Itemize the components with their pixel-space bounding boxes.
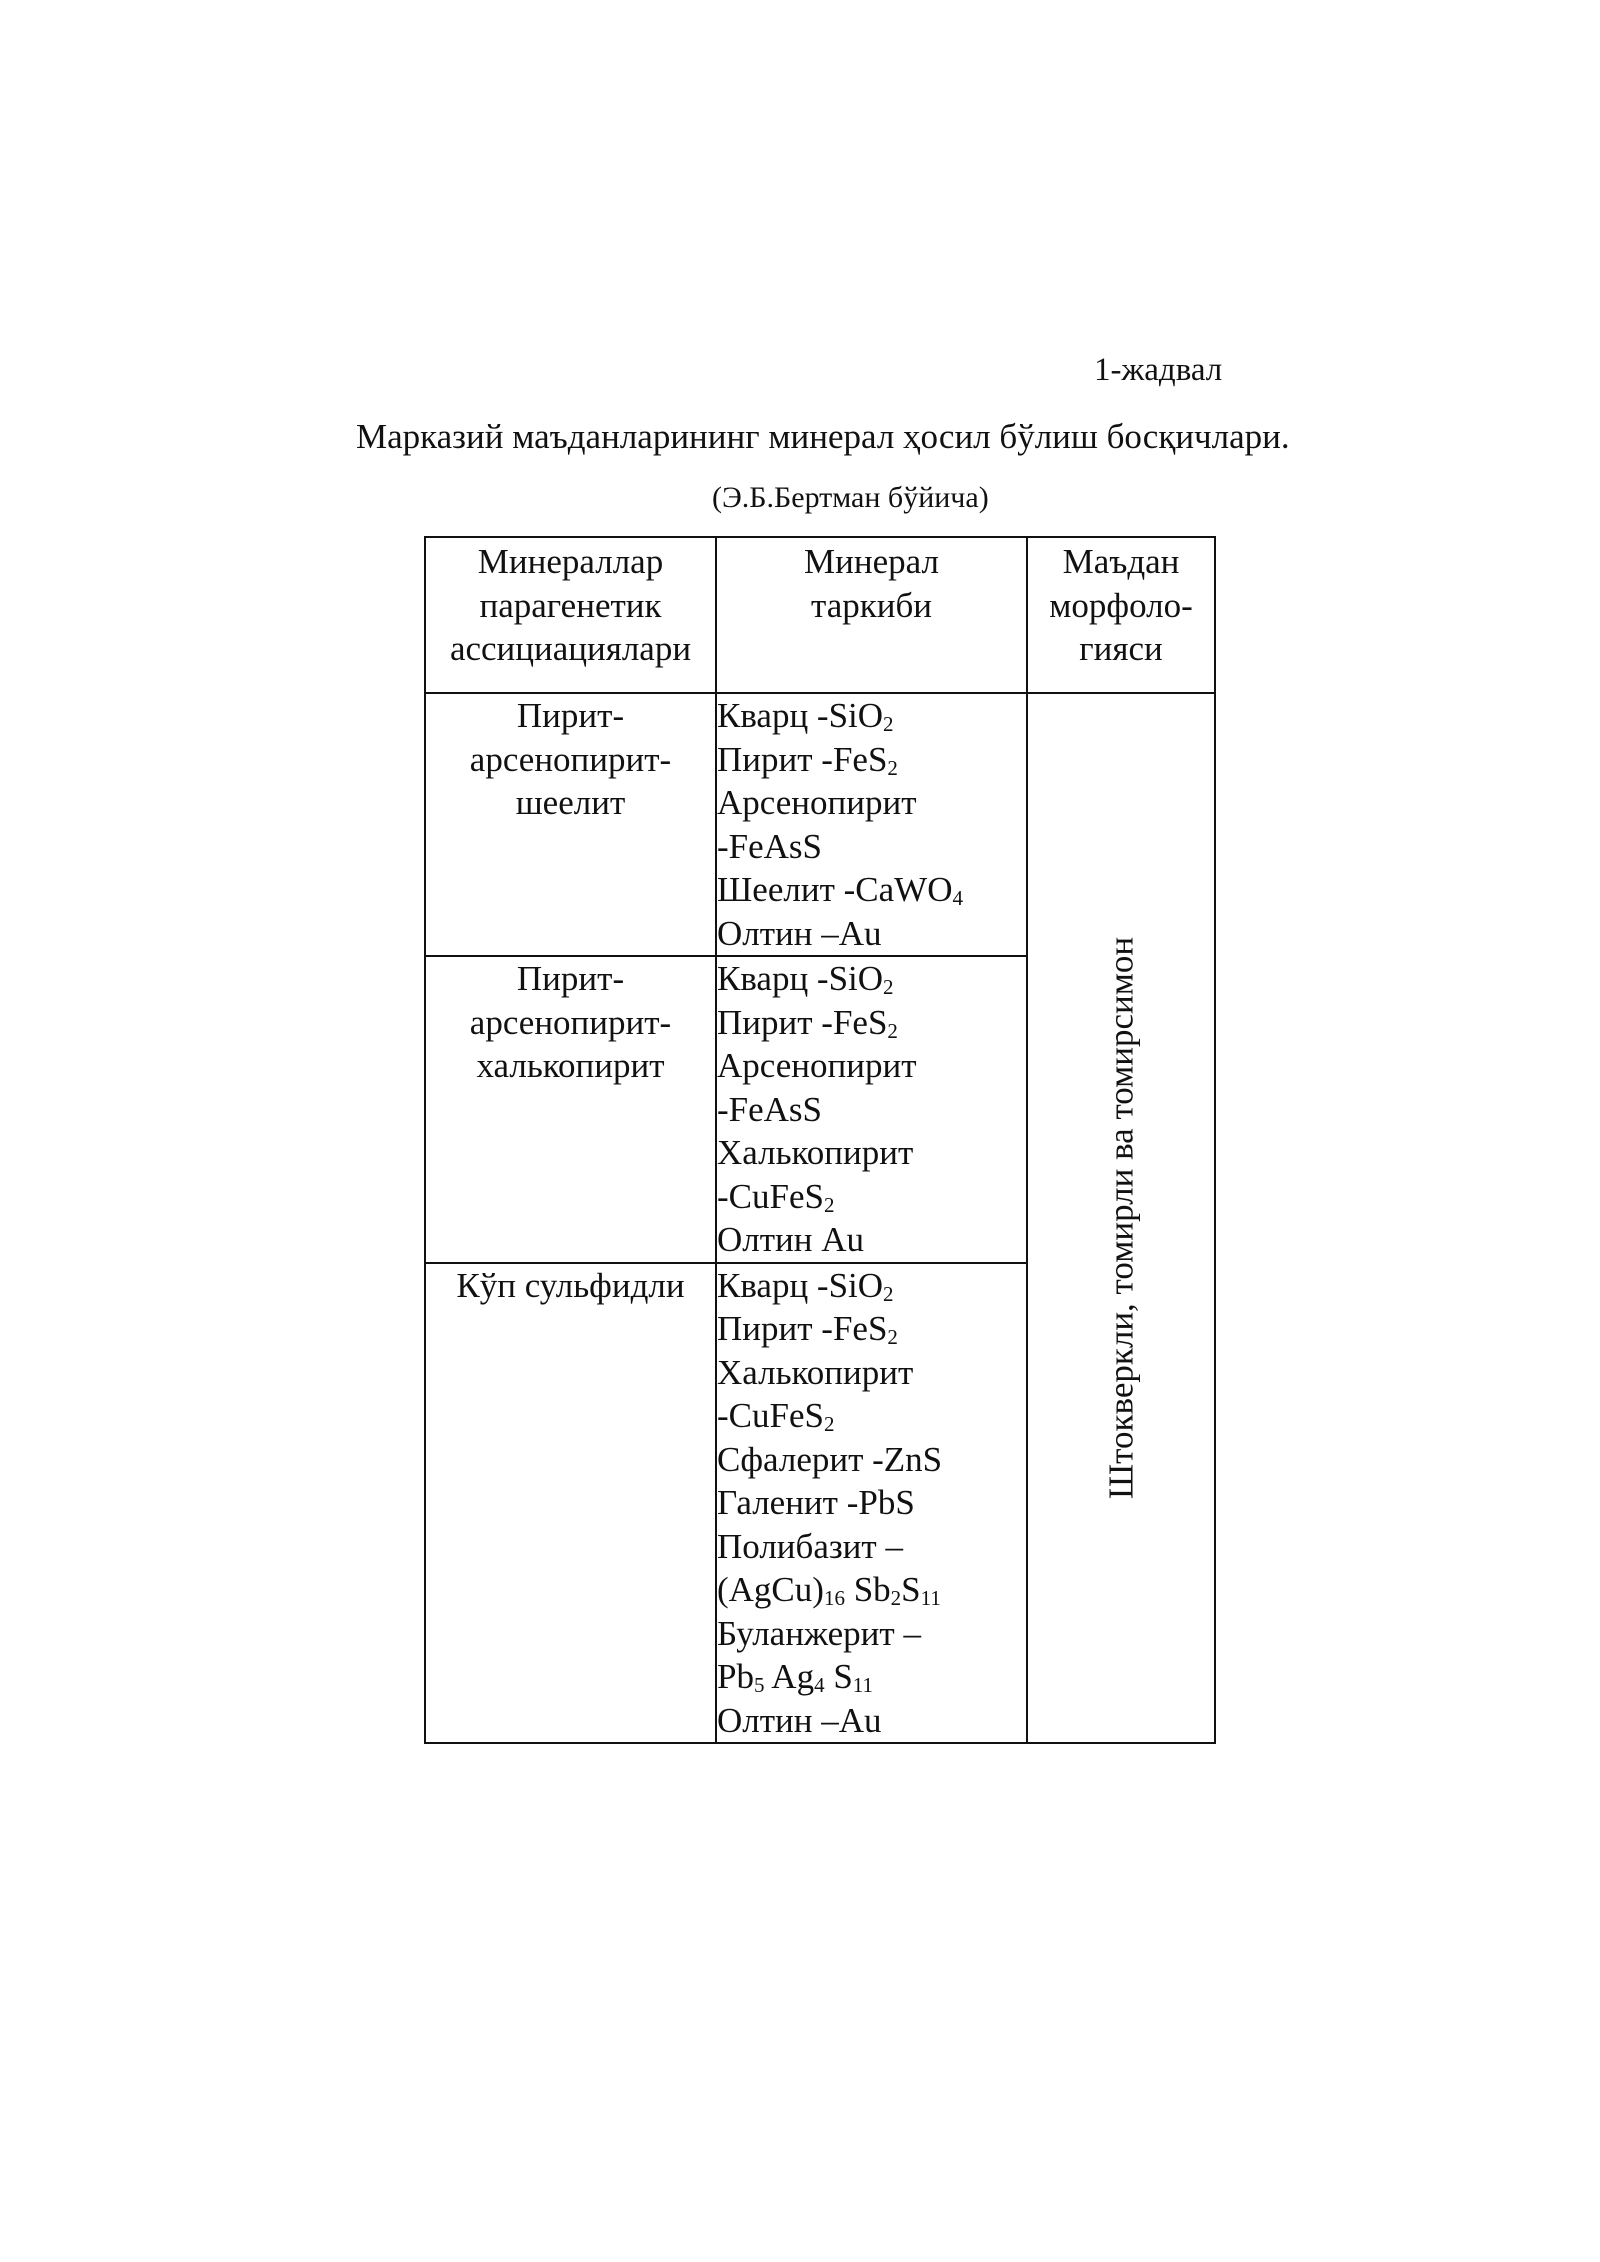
mineral-line (717, 1351, 1026, 1395)
mineral-line (717, 1655, 1026, 1699)
header-line: таркиби (810, 585, 933, 625)
header-line: Минераллар (477, 542, 664, 581)
mineral-line (717, 1438, 1026, 1482)
header-line: морфоло- (1049, 585, 1193, 625)
mineral-formula: Буланжерит – (717, 1613, 921, 1653)
formula-subscript: 2 (887, 755, 898, 780)
mineral-formula: Олтин Au (717, 1220, 865, 1259)
header-composition (716, 537, 1027, 693)
mineral-formula: Полибазит – (717, 1526, 903, 1566)
mineral-line (717, 868, 1026, 912)
formula-part: (AgCu) (717, 1570, 824, 1609)
mineral-line (717, 1699, 1026, 1743)
formula-subscript: 2 (823, 1412, 835, 1436)
header-associations (425, 537, 716, 693)
mineral-line (717, 825, 1026, 869)
ore-morphology-value: Штокверкли, томирли ва томирсимон (1101, 936, 1141, 1500)
header-line: Маъдан (1062, 542, 1180, 581)
mineral-formula: -FeAsS (717, 1089, 823, 1129)
table-number-label: 1-жадвал (1094, 352, 1223, 388)
document-title: Марказий маъданларининг минерал ҳосил бўлиш босқичлари. (356, 417, 1290, 456)
formula-part: Ag (764, 1657, 815, 1696)
formula-subscript: 2 (823, 1192, 835, 1217)
mineral-line (717, 1001, 1026, 1045)
formula-subscript: 11 (920, 1586, 941, 1610)
association-cell (425, 1263, 716, 1744)
mineral-line (717, 1307, 1026, 1351)
mineral-line (717, 1264, 1026, 1308)
header-line: ассициациялари (449, 629, 692, 668)
mineral-line (717, 1131, 1026, 1175)
mineral-line (717, 1088, 1026, 1132)
mineral-formula: -CuFeS (717, 1176, 824, 1216)
mineral-line (717, 957, 1026, 1001)
mineral-formula: Пирит -FeS (717, 1309, 888, 1348)
mineral-formula: Шеелит -CaWO (717, 870, 953, 909)
formula-subscript: 2 (887, 1018, 898, 1043)
formula-part: S (901, 1570, 921, 1609)
mineral-formula: Олтин –Au (717, 1700, 882, 1740)
table-row (425, 693, 1215, 956)
formula-subscript: 5 (753, 1673, 765, 1697)
association-cell (425, 956, 716, 1263)
formula-subscript: 4 (952, 886, 963, 910)
header-line: Минерал (804, 542, 939, 581)
ore-morphology-cell (1027, 693, 1215, 1743)
mineral-line (717, 694, 1026, 738)
mineral-line (717, 1218, 1026, 1262)
mineral-formula: Арсенопирит (717, 1046, 917, 1085)
header-line: парагенетик (479, 585, 662, 625)
mineral-line (717, 1175, 1026, 1219)
mineral-line (717, 1044, 1026, 1088)
mineral-formula: Олтин –Au (717, 913, 882, 953)
mineral-formula: Кварц -SiO (717, 696, 884, 735)
formula-subscript: 2 (887, 1325, 898, 1349)
formula-subscript: 2 (890, 1586, 902, 1610)
mineral-formula: Халькопирит (717, 1352, 914, 1392)
header-morphology (1027, 537, 1215, 693)
mineral-line (717, 912, 1026, 956)
formula-part: Pb (717, 1657, 754, 1696)
mineral-line (717, 1481, 1026, 1525)
formula-subscript: 16 (823, 1586, 845, 1610)
formula-subscript: 4 (814, 1673, 825, 1697)
association-cell (425, 693, 716, 956)
formula-part: Sb (844, 1570, 891, 1609)
formula-subscript: 11 (852, 1673, 874, 1697)
formula-subscript: 2 (883, 975, 894, 999)
mineral-formula: -FeAsS (717, 826, 823, 866)
formula-subscript: 2 (883, 712, 894, 736)
mineral-composition-cell (716, 1263, 1027, 1744)
mineral-formula: -CuFeS (717, 1396, 824, 1435)
association-line: шеелит (515, 783, 626, 822)
formula-subscript: 2 (883, 1281, 894, 1306)
mineral-formula: Кварц -SiO (717, 1265, 884, 1305)
mineral-line (717, 738, 1026, 782)
header-row (425, 537, 1215, 693)
association-line: Пирит- (516, 959, 625, 998)
document-subtitle: (Э.Б.Бертман бўйича) (712, 481, 989, 514)
mineral-formula: Арсенопирит (717, 783, 917, 822)
mineral-formula: Пирит -FeS (717, 739, 888, 779)
mineral-composition-cell (716, 693, 1027, 956)
mineral-formula: Пирит -FeS (717, 1002, 888, 1042)
mineral-formula: Галенит -PbS (717, 1483, 915, 1522)
mineral-line (717, 781, 1026, 825)
association-line: арсенопирит- (469, 739, 672, 779)
mineral-composition-cell (716, 956, 1027, 1263)
header-line: гияси (1079, 629, 1163, 668)
association-line: Кўп сульфидли (456, 1265, 685, 1305)
mineral-line (717, 1568, 1026, 1612)
mineral-formula: Кварц -SiO (717, 959, 884, 998)
mineral-formula: Сфалерит -ZnS (717, 1439, 943, 1479)
association-line: Пирит- (516, 696, 625, 735)
mineral-line (717, 1612, 1026, 1656)
formula-part: S (824, 1657, 853, 1696)
mineral-line (717, 1525, 1026, 1569)
mineral-stages-table (424, 536, 1216, 1744)
mineral-formula: Халькопирит (717, 1133, 914, 1172)
association-line: халькопирит (476, 1046, 665, 1085)
association-line: арсенопирит- (469, 1002, 672, 1042)
mineral-line (717, 1394, 1026, 1438)
